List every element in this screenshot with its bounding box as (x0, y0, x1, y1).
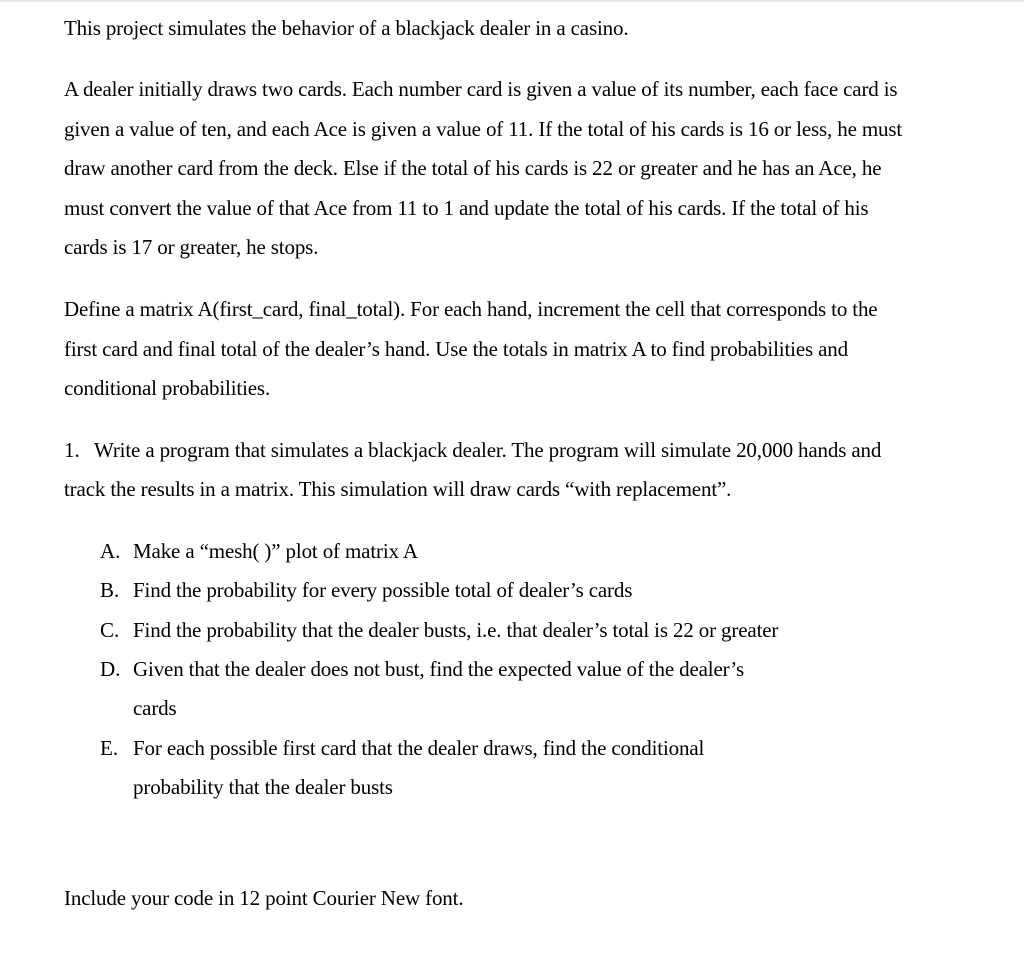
rules-line: must convert the value of that Ace from 11 to 1 and update the total of his cards. If the total of his (64, 196, 869, 220)
rules-line: given a value of ten, and each Ace is given a value of 11. If the total of his cards is 16 or less, he must (64, 117, 903, 141)
subtask-text: Given that the dealer does not bust, find the expected value of the dealer’s (133, 657, 744, 681)
subtask-marker: B. (100, 578, 120, 602)
rules-line: cards is 17 or greater, he stops. (64, 235, 319, 259)
task-line: Write a program that simulates a blackjack dealer. The program will simulate 20,000 hands and (94, 438, 882, 462)
subtask-text: For each possible first card that the dealer draws, find the conditional (133, 736, 705, 760)
subtask-marker: A. (100, 539, 121, 563)
subtask-text: cards (133, 696, 177, 720)
subtask-text: Find the probability that the dealer busts, i.e. that dealer’s total is 22 or greater (133, 618, 779, 642)
matrix-line: first card and final total of the dealer’s hand. Use the totals in matrix A to find probabilities and (64, 337, 849, 361)
rules-line: draw another card from the deck. Else if the total of his cards is 22 or greater and he has an Ace, he (64, 156, 882, 180)
task-line: track the results in a matrix. This simulation will draw cards “with replacement”. (64, 477, 732, 501)
subtask-text: Make a “mesh( )” plot of matrix A (133, 539, 418, 563)
subtask-marker: E. (100, 736, 119, 760)
subtask-text: probability that the dealer busts (133, 775, 393, 799)
task-number: 1. (64, 438, 80, 462)
top-border (0, 0, 1024, 2)
matrix-line: Define a matrix A(first_card, final_total). For each hand, increment the cell that corresponds to the (64, 297, 878, 321)
rules-line: A dealer initially draws two cards. Each number card is given a value of its number, each face card is (64, 77, 898, 101)
subtask-text: Find the probability for every possible total of dealer’s cards (133, 578, 633, 602)
closing-text: Include your code in 12 point Courier New font. (64, 886, 464, 910)
intro-text: This project simulates the behavior of a blackjack dealer in a casino. (64, 16, 629, 40)
subtask-marker: C. (100, 618, 120, 642)
subtask-marker: D. (100, 657, 121, 681)
matrix-line: conditional probabilities. (64, 376, 271, 400)
